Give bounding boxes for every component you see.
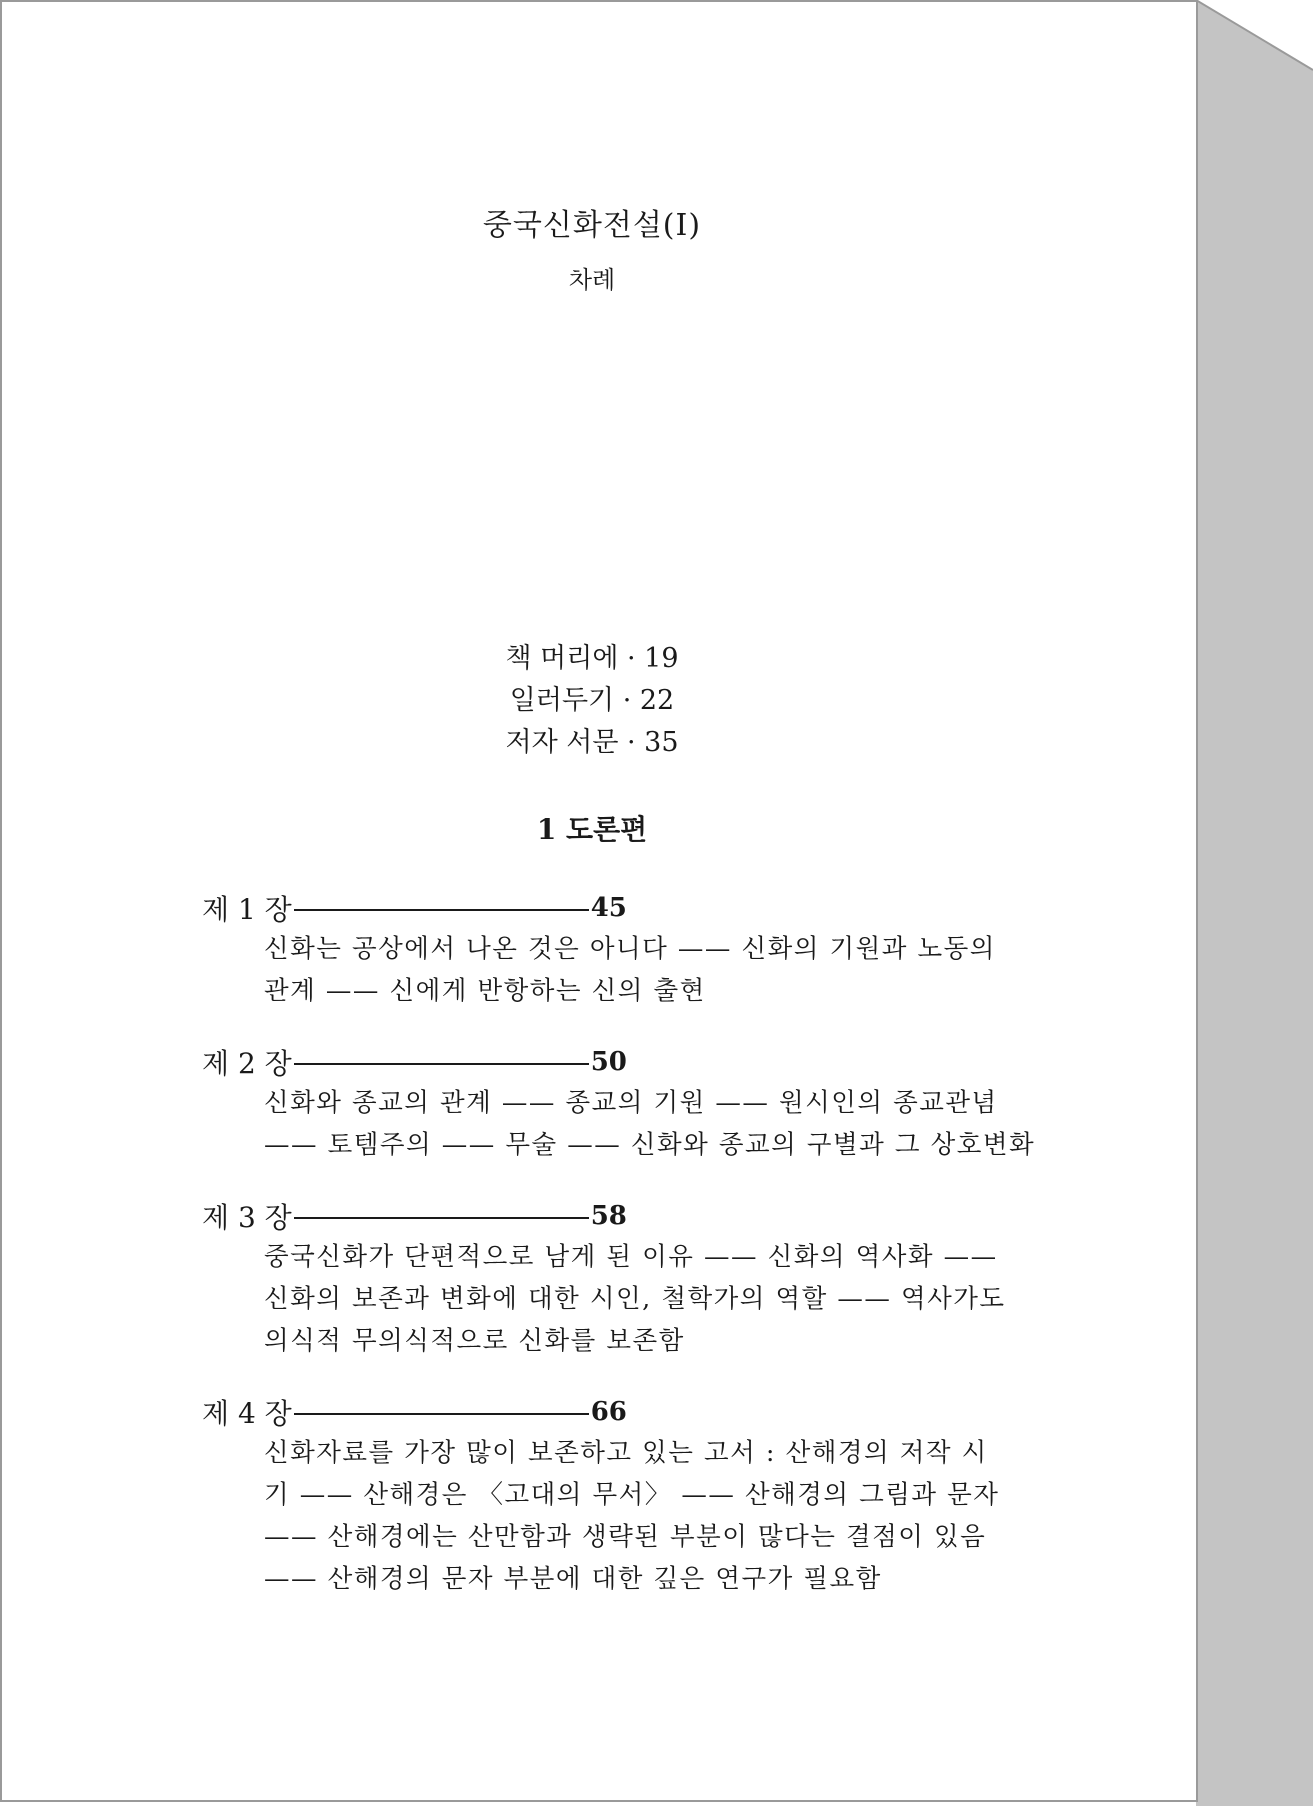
chapter-entry[interactable]	[202, 1392, 1002, 1600]
description-line: 의식적 무의식적으로 신화를 보존함	[264, 1326, 685, 1356]
chapter-header	[202, 1042, 1002, 1082]
book-title: 중국신화전설(Ⅰ)	[482, 208, 702, 243]
chapter-entry[interactable]	[202, 1042, 1036, 1166]
chapter-description	[264, 928, 996, 1012]
description-line: —— 산해경에는 산만함과 생략된 부분이 많다는 결점이 있음	[264, 1522, 987, 1552]
chapter-header	[202, 888, 1002, 928]
chapter-entry[interactable]	[202, 888, 1002, 1012]
chapter-header	[202, 1392, 1002, 1432]
chapter-page-number: 66	[590, 1397, 627, 1427]
description-line: 신화와 종교의 관계 —— 종교의 기원 —— 원시인의 종교관념	[264, 1088, 998, 1118]
front-matter-item[interactable]: 저자 서문 · 35	[505, 727, 679, 758]
part-heading: 1 도론편	[536, 813, 648, 846]
chapter-header	[202, 1196, 1002, 1236]
leader-line	[294, 1217, 589, 1219]
front-matter-item[interactable]: 책 머리에 · 19	[505, 643, 679, 674]
chapter-description	[264, 1236, 1006, 1362]
front-matter-item[interactable]: 일러두기 · 22	[509, 685, 675, 716]
chapter-label: 제 3 장	[202, 1201, 292, 1234]
chapter-description	[264, 1432, 1000, 1600]
description-line: —— 토템주의 —— 무술 —— 신화와 종교의 구별과 그 상호변화	[264, 1130, 1036, 1160]
description-line: —— 산해경의 문자 부분에 대한 깊은 연구가 필요함	[264, 1564, 882, 1594]
description-line: 기 —— 산해경은 〈고대의 무서〉 —— 산해경의 그림과 문자	[264, 1480, 1000, 1510]
description-line: 중국신화가 단편적으로 남게 된 이유 —— 신화의 역사화 ——	[264, 1242, 998, 1272]
chapter-label: 제 2 장	[202, 1047, 292, 1080]
chapter-page-number: 45	[590, 893, 627, 923]
leader-line	[294, 1063, 589, 1065]
chapter-description	[264, 1082, 1036, 1166]
description-line: 관계 —— 신에게 반항하는 신의 출현	[264, 976, 706, 1006]
chapter-page-number: 50	[590, 1047, 627, 1077]
leader-line	[294, 909, 589, 911]
chapter-list	[202, 888, 1036, 1630]
leader-line	[294, 1413, 589, 1415]
description-line: 신화의 보존과 변화에 대한 시인, 철학가의 역할 —— 역사가도	[264, 1284, 1006, 1314]
book-edge-shadow	[1196, 0, 1313, 1806]
front-matter-list	[2, 638, 1182, 764]
chapter-entry[interactable]	[202, 1196, 1006, 1362]
chapter-label: 제 4 장	[202, 1397, 292, 1430]
description-line: 신화자료를 가장 많이 보존하고 있는 고서 : 산해경의 저작 시	[264, 1438, 988, 1468]
chapter-label: 제 1 장	[202, 893, 292, 926]
chapter-page-number: 58	[590, 1201, 627, 1231]
description-line: 신화는 공상에서 나온 것은 아니다 —— 신화의 기원과 노동의	[264, 934, 996, 964]
toc-subtitle: 차례	[568, 266, 616, 294]
